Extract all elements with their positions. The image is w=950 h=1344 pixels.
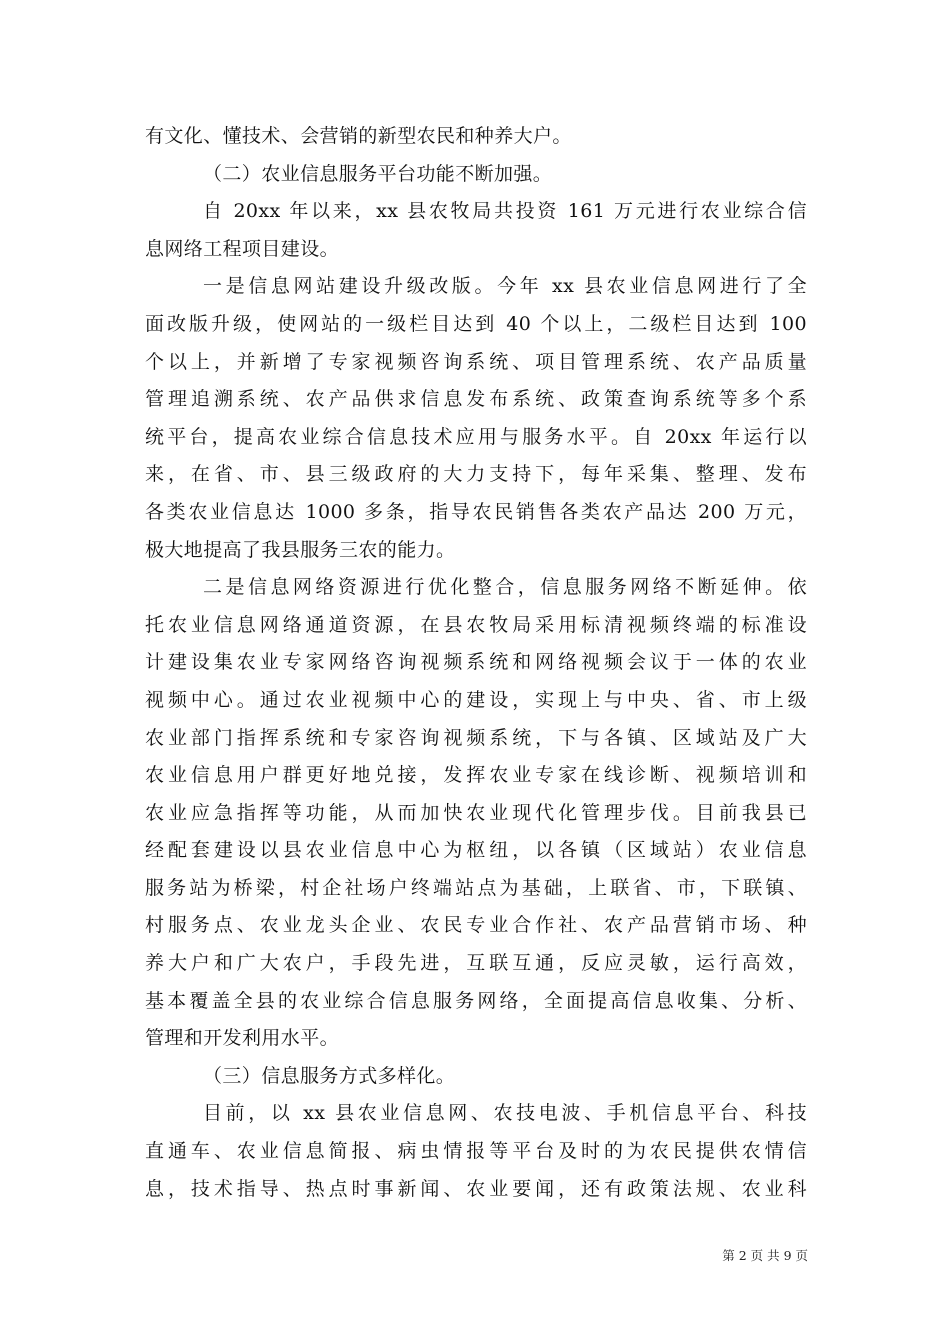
text-line: 农业应急指挥等功能，从而加快农业现代化管理步伐。目前我县已 — [145, 801, 807, 824]
document-body — [145, 118, 807, 1208]
text-line: 托农业信息网络通道资源，在县农牧局采用标清视频终端的标准设 — [145, 613, 807, 636]
section-heading: （三）信息服务方式多样化。 — [203, 1064, 456, 1087]
text-line: 农业部门指挥系统和专家咨询视频系统，下与各镇、区域站及广大 — [145, 726, 807, 749]
text-line: 二是信息网络资源进行优化整合，信息服务网络不断延伸。依 — [203, 576, 807, 599]
text-line: 管理和开发利用水平。 — [145, 1027, 340, 1050]
text-line: 直通车、农业信息简报、病虫情报等平台及时的为农民提供农情信 — [145, 1140, 807, 1163]
text-line: 来，在省、市、县三级政府的大力支持下，每年采集、整理、发布 — [145, 463, 807, 486]
text-line: 计建设集农业专家网络咨询视频系统和网络视频会议于一体的农业 — [145, 651, 807, 674]
text-line: 管理追溯系统、农产品供求信息发布系统、政策查询系统等多个系 — [145, 388, 807, 411]
text-line: 息，技术指导、热点时事新闻、农业要闻，还有政策法规、农业科 — [145, 1177, 807, 1200]
text-line: 服务站为桥梁，村企社场户终端站点为基础，上联省、市，下联镇、 — [145, 876, 807, 899]
text-line: 极大地提高了我县服务三农的能力。 — [145, 538, 456, 561]
section-heading: （二）农业信息服务平台功能不断加强。 — [203, 162, 553, 185]
text-line: 养大户和广大农户，手段先进，互联互通，反应灵敏，运行高效， — [145, 952, 807, 975]
text-line: 村服务点、农业龙头企业、农民专业合作社、农产品营销市场、种 — [145, 914, 807, 937]
text-line: 一是信息网站建设升级改版。今年 xx 县农业信息网进行了全 — [203, 275, 807, 298]
text-line: 有文化、懂技术、会营销的新型农民和种养大户。 — [145, 125, 572, 147]
text-line: 息网络工程项目建设。 — [145, 237, 340, 260]
text-line: 自 20xx 年以来，xx 县农牧局共投资 161 万元进行农业综合信 — [203, 200, 807, 223]
text-line: 基本覆盖全县的农业综合信息服务网络，全面提高信息收集、分析、 — [145, 989, 807, 1012]
text-line: 视频中心。通过农业视频中心的建设，实现上与中央、省、市上级 — [145, 688, 807, 711]
text-line: 统平台，提高农业综合信息技术应用与服务水平。自 20xx 年运行以 — [145, 425, 807, 448]
text-line: 农业信息用户群更好地兑接，发挥农业专家在线诊断、视频培训和 — [145, 764, 807, 787]
page-number: 第 2 页 共 9 页 — [722, 1248, 808, 1263]
text-line: 各类农业信息达 1000 多条，指导农民销售各类农产品达 200 万元， — [145, 500, 807, 523]
text-line: 面改版升级，使网站的一级栏目达到 40 个以上，二级栏目达到 100 — [145, 312, 807, 335]
text-line: 个以上，并新增了专家视频咨询系统、项目管理系统、农产品质量 — [145, 350, 807, 373]
text-line: 经配套建设以县农业信息中心为枢纽，以各镇（区域站）农业信息 — [145, 839, 807, 862]
text-line: 目前，以 xx 县农业信息网、农技电波、手机信息平台、科技 — [203, 1102, 807, 1125]
